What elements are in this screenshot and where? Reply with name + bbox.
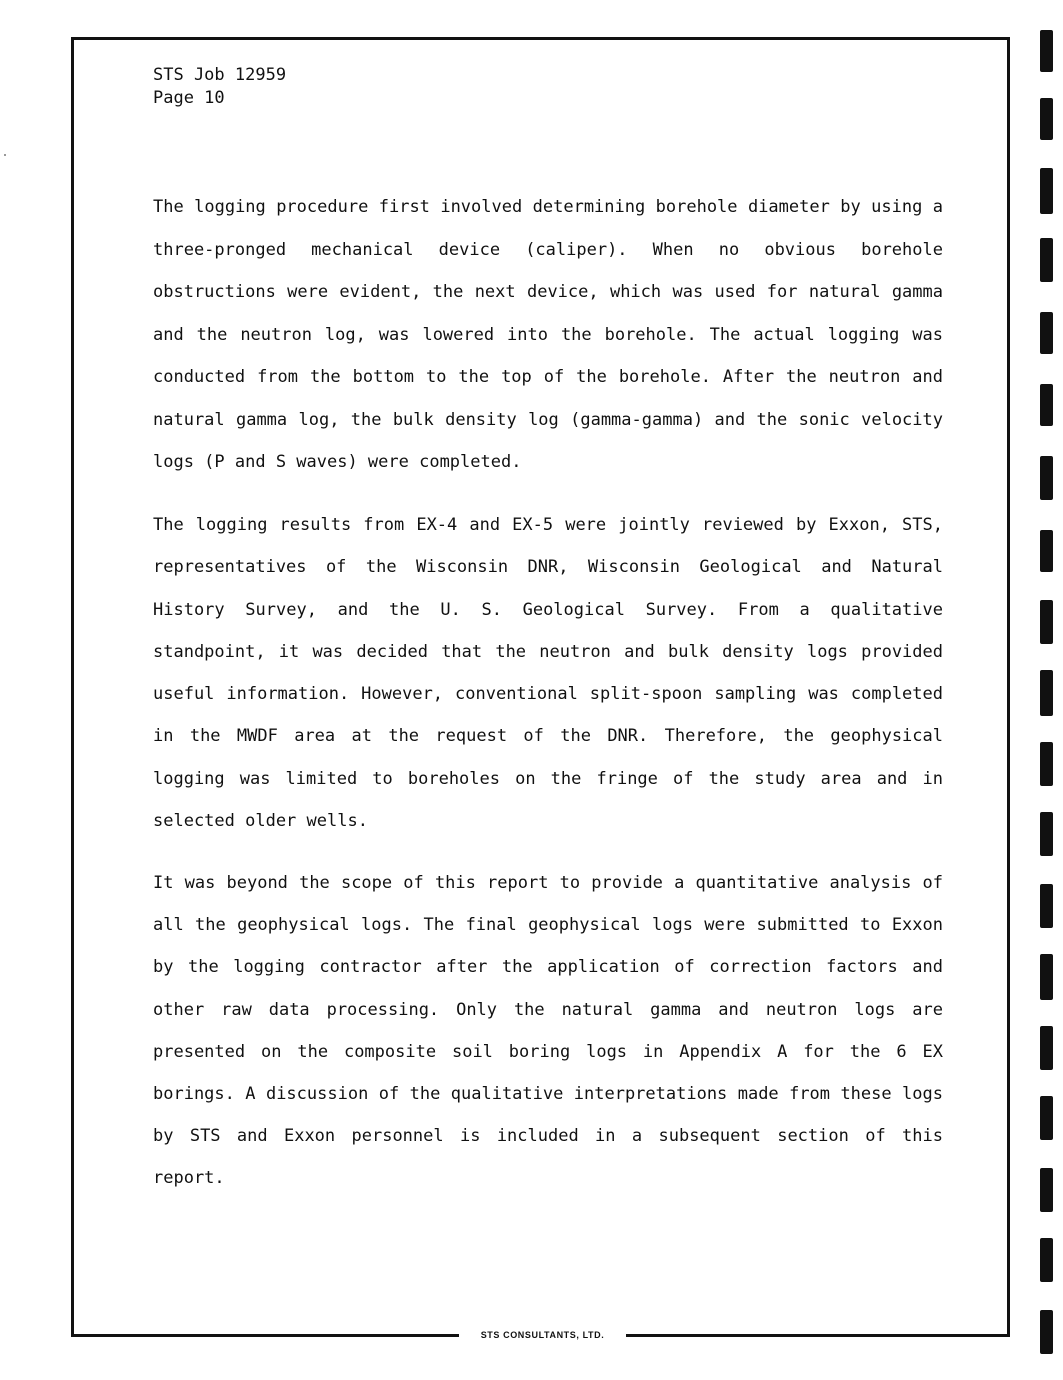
job-number: STS Job 12959 <box>153 65 287 85</box>
edge-mark <box>1040 1310 1053 1354</box>
edge-mark <box>1040 812 1053 856</box>
edge-mark <box>1040 384 1053 426</box>
edge-mark <box>1040 30 1053 72</box>
footer-company: STS CONSULTANTS, LTD. <box>480 1330 605 1340</box>
edge-mark <box>1040 600 1053 644</box>
edge-mark <box>1040 1096 1053 1140</box>
edge-mark <box>1040 742 1053 786</box>
edge-mark <box>1040 1238 1053 1282</box>
edge-mark <box>1040 1168 1053 1212</box>
paragraph-logging-procedure: The logging procedure first involved determining borehole diameter by using a three-pronged mechanical device (caliper). When no obvious borehole obstructions were evident, the next device, which was used for natural gamma and the neutron log, was lowered into the borehole. The actual logging was conducted from the bottom to the top of the borehole. After the neutron and natural gamma log, the bulk density log (gamma-gamma) and the sonic velocity logs (P and S waves) were completed. <box>153 197 943 472</box>
page-number: Page 10 <box>153 88 225 108</box>
scan-speck <box>4 154 6 156</box>
edge-mark <box>1040 884 1053 928</box>
edge-mark <box>1040 670 1053 716</box>
paragraph-logging-results: The logging results from EX-4 and EX-5 were jointly reviewed by Exxon, STS, representatives of the Wisconsin DNR, Wisconsin Geological and Natural History Survey, and the U. S. Geological Survey. From a qualitative standpoint, it was decided that the neutron and bulk density logs provided useful information. However, conventional split-spoon sampling was completed in the MWDF area at the request of the DNR. Therefore, the geophysical logging was limited to boreholes on the fringe of the study area and in selected older wells. <box>153 515 943 832</box>
edge-mark <box>1040 238 1053 282</box>
scan-edge-marks <box>1040 0 1054 1380</box>
page-header <box>153 64 286 110</box>
footer-rule-right <box>626 1334 1010 1337</box>
edge-mark <box>1040 98 1053 140</box>
edge-mark <box>1040 954 1053 1000</box>
edge-mark <box>1040 456 1053 500</box>
edge-mark <box>1040 530 1053 572</box>
paragraph-scope: It was beyond the scope of this report to provide a quantitative analysis of all the geophysical logs. The final geophysical logs were submitted to Exxon by the logging contractor after the application of correction factors and other raw data processing. Only the natural gamma and neutron logs are presented on the composite soil boring logs in Appendix A for the 6 EX borings. A discussion of the qualitative interpretations made from these logs by STS and Exxon personnel is included in a subsequent section of this report. <box>153 873 943 1189</box>
edge-mark <box>1040 1026 1053 1070</box>
edge-mark <box>1040 312 1053 354</box>
footer-rule-left <box>71 1334 459 1337</box>
edge-mark <box>1040 168 1053 214</box>
